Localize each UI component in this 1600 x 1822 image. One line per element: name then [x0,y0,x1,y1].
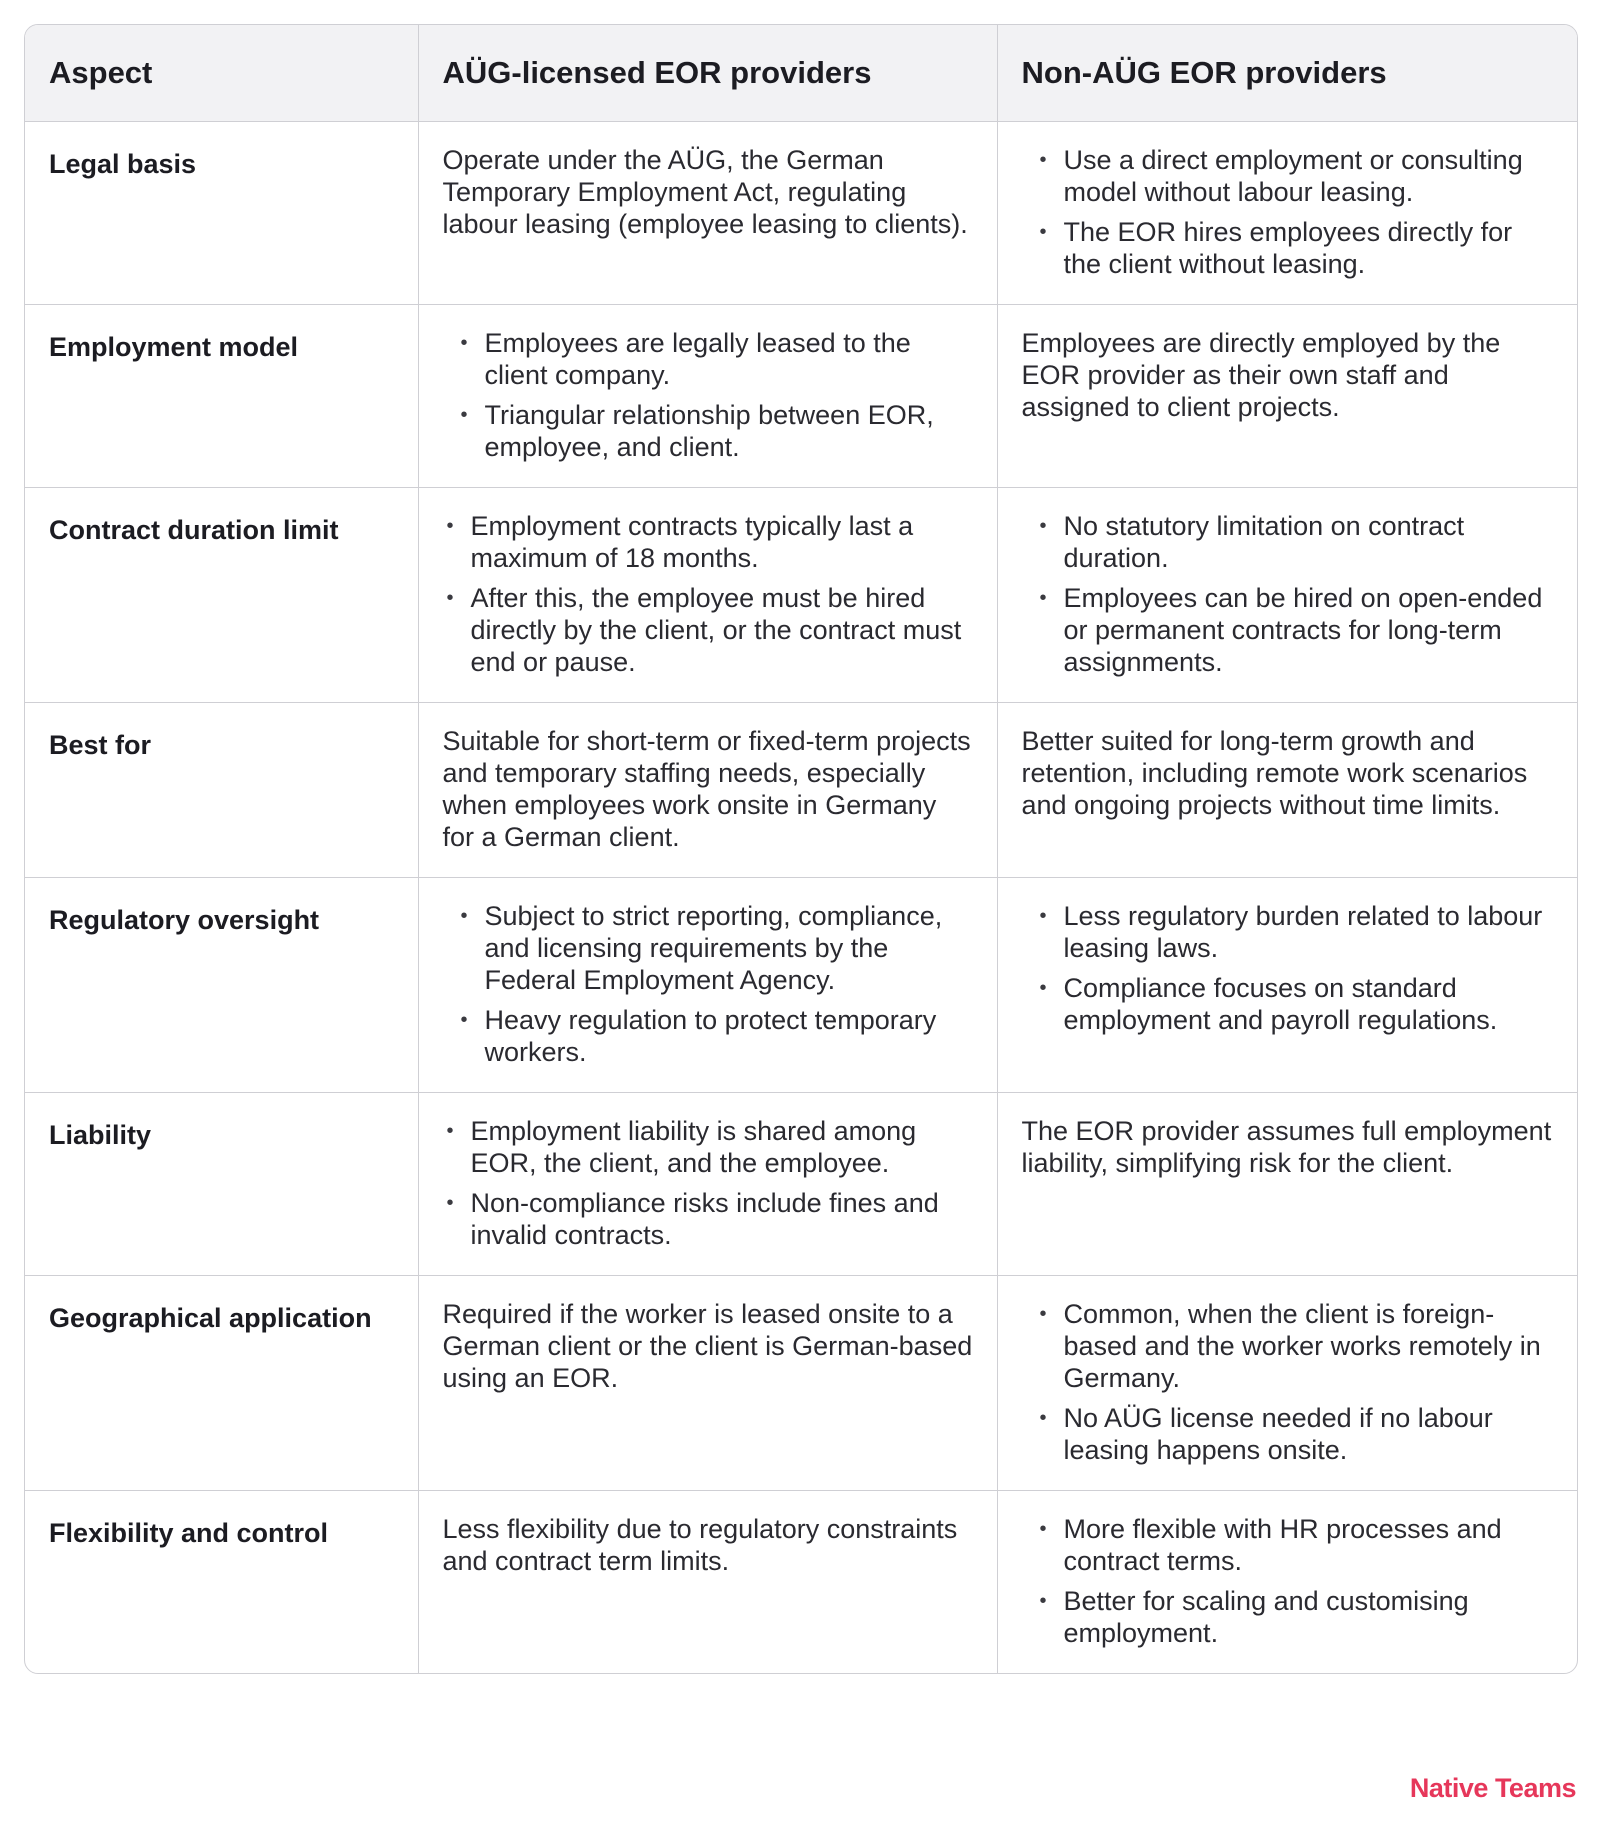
cell-text: Operate under the AÜG, the German Temporary Employment Act, regulating labour leasing (employee leasing to clients). [442,145,968,239]
table-row [25,1491,1577,1674]
non-aug-cell [997,1093,1577,1276]
cell-text: Suitable for short-term or fixed-term projects and temporary staffing needs, especially when employees work onsite in Germany for a German client. [442,726,971,852]
cell-text: The EOR provider assumes full employment liability, simplifying risk for the client. [1021,1116,1552,1178]
native-teams-logo: Native Teams [1409,1773,1576,1803]
bullet-list [443,327,973,463]
table-row [25,1276,1577,1491]
cell-text: Better suited for long-term growth and retention, including remote work scenarios and ongoing projects without time limits. [1021,726,1528,820]
bullet-item: • Subject to strict reporting, compliance, and licensing requirements by the Federal Employment Agency. [457,900,973,996]
aug-cell [418,488,997,703]
bullet-list [443,1115,973,1251]
bullet-item: • Employment contracts typically last a maximum of 18 months. [443,510,973,574]
bullet-list [443,510,973,678]
non-aug-cell [997,488,1577,703]
bullet-item: • Employees can be hired on open-ended or permanent contracts for long-term assignments. [1036,582,1554,678]
non-aug-cell [997,703,1577,878]
bullet-item: • Better for scaling and customising employment. [1036,1585,1554,1649]
table-row [25,305,1577,488]
non-aug-cell [997,1491,1577,1674]
aspect-cell: Legal basis [25,122,418,305]
bullet-item: • Common, when the client is foreign-based and the worker works remotely in Germany. [1036,1298,1554,1394]
bullet-item: • Non-compliance risks include fines and invalid contracts. [443,1187,973,1251]
aug-cell [418,1276,997,1491]
table-header-row [25,25,1577,122]
bullet-item: • No statutory limitation on contract duration. [1036,510,1554,574]
cell-text: Less flexibility due to regulatory constraints and contract term limits. [442,1514,958,1576]
bullet-item: • More flexible with HR processes and contract terms. [1036,1513,1554,1577]
bullet-item: • Less regulatory burden related to labour leasing laws. [1036,900,1554,964]
aug-cell [418,703,997,878]
bullet-item: • Employees are legally leased to the client company. [457,327,973,391]
bullet-item: • Heavy regulation to protect temporary workers. [457,1004,973,1068]
bullet-item: • Employment liability is shared among EOR, the client, and the employee. [443,1115,973,1179]
aspect-cell: Best for [25,703,418,878]
aspect-cell: Regulatory oversight [25,878,418,1093]
aspect-cell: Geographical application [25,1276,418,1491]
bullet-item: • Triangular relationship between EOR, employee, and client. [457,399,973,463]
bullet-item: • Compliance focuses on standard employment and payroll regulations. [1036,972,1554,1036]
comparison-table [24,24,1578,1674]
header-non-aug: Non-AÜG EOR providers [997,25,1577,122]
non-aug-cell [997,1276,1577,1491]
aspect-cell: Employment model [25,305,418,488]
bullet-list [1022,1298,1554,1466]
bullet-item: • The EOR hires employees directly for the client without leasing. [1036,216,1554,280]
non-aug-cell [997,122,1577,305]
bullet-item: • No AÜG license needed if no labour leasing happens onsite. [1036,1402,1554,1466]
bullet-list [1022,900,1554,1036]
bullet-item: • After this, the employee must be hired directly by the client, or the contract must end or pause. [443,582,973,678]
aspect-cell: Flexibility and control [25,1491,418,1674]
non-aug-cell [997,305,1577,488]
cell-text: Required if the worker is leased onsite to a German client or the client is German-based using an EOR. [442,1299,973,1393]
aug-cell [418,122,997,305]
aspect-cell: Liability [25,1093,418,1276]
cell-text: Employees are directly employed by the EOR provider as their own staff and assigned to client projects. [1021,328,1501,422]
bullet-list [1022,144,1554,280]
aug-cell [418,1491,997,1674]
aug-cell [418,878,997,1093]
header-aspect: Aspect [25,25,418,122]
table-row [25,1093,1577,1276]
bullet-list [443,900,973,1068]
non-aug-cell [997,878,1577,1093]
aspect-cell: Contract duration limit [25,488,418,703]
table-row [25,488,1577,703]
aug-cell [418,305,997,488]
bullet-item: • Use a direct employment or consulting model without labour leasing. [1036,144,1554,208]
header-aug-licensed: AÜG-licensed EOR providers [418,25,997,122]
bullet-list [1022,1513,1554,1649]
bullet-list [1022,510,1554,678]
table-row [25,878,1577,1093]
aug-cell [418,1093,997,1276]
table-row [25,703,1577,878]
table-row [25,122,1577,305]
